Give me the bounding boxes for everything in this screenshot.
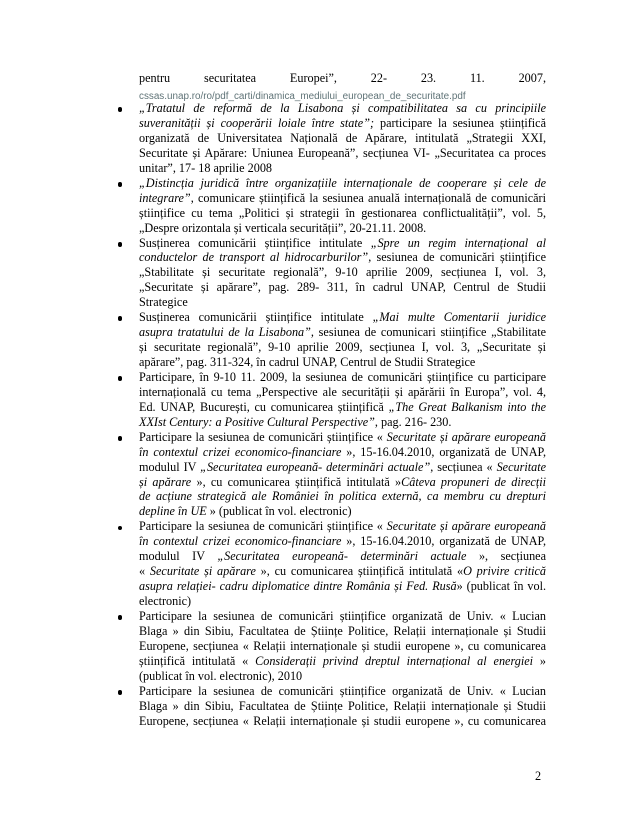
italic-text-run: „Spre un regim internațional al xyxy=(370,235,546,250)
italic-text-run: în contextul crizei economico-financiare xyxy=(139,444,342,459)
text-line xyxy=(139,280,546,295)
text-line xyxy=(139,146,546,161)
list-item xyxy=(139,370,546,430)
text-line xyxy=(139,460,546,475)
italic-text-run: „The Great Balkanism into the xyxy=(388,399,546,414)
list-item xyxy=(139,430,546,520)
italic-text-run: Securitate și apărare xyxy=(149,564,256,579)
text-run: Europene, secțiunea « Relații internaționale și studii europene », cu comunicarea xyxy=(139,638,546,653)
bullet-icon xyxy=(118,615,123,620)
text-run: Blaga » din Sibiu, Facultatea de Științe Politice, Relații internaționale și Studii xyxy=(139,698,546,713)
list-item xyxy=(139,236,546,311)
link-line xyxy=(139,86,546,101)
text-run: apărare”, pag. 311-324, în cadrul UNAP, Centrul de Studii Strategice xyxy=(139,355,476,369)
text-run: Susținerea comunicării științifice intitulate xyxy=(139,235,371,250)
text-run: , sesiunea de comunicări științifice xyxy=(368,250,546,265)
text-line xyxy=(139,609,546,624)
text-line xyxy=(139,310,546,325)
italic-text-run: Securitate xyxy=(496,459,546,474)
text-column xyxy=(139,71,546,728)
text-line xyxy=(139,325,546,340)
text-line xyxy=(139,221,546,236)
text-line xyxy=(139,385,546,400)
bullet-icon xyxy=(118,242,123,247)
text-line xyxy=(139,549,546,564)
text-run: Participare la sesiunea de comunicări științifice « xyxy=(139,429,387,444)
text-run: , pag. 216- 230. xyxy=(374,414,452,429)
text-run: modulul IV xyxy=(139,549,218,564)
italic-text-run: integrare” xyxy=(139,190,191,205)
text-run: științifice cu tema „Politici și strategii în gestionarea conflictualității”, vol. 5, xyxy=(139,205,546,220)
text-line xyxy=(139,191,546,206)
text-line xyxy=(139,654,546,669)
source-link[interactable]: cssas.unap.ro/ro/pdf_carti/dinamica_mediului_european_de_securitate.pdf xyxy=(139,90,466,102)
italic-text-run: conductelor de transport al hidrocarburilor” xyxy=(139,250,369,265)
text-line xyxy=(139,489,546,504)
text-line xyxy=(139,101,546,116)
text-line xyxy=(139,445,546,460)
italic-text-run: O privire critică xyxy=(463,564,547,579)
text-line xyxy=(139,624,546,639)
text-run: », cu comunicarea științifică intitulată « xyxy=(255,564,464,579)
italic-text-run: Securitate și apărare europeană xyxy=(386,429,546,444)
text-run: Blaga » din Sibiu, Facultatea de Științe Politice, Relații internaționale și Studii xyxy=(139,623,546,638)
text-line xyxy=(139,295,546,310)
italic-text-run: „Securitatea europeană- determinări actuale xyxy=(217,549,467,564)
text-run: » (publicat în vol. electronic) xyxy=(206,504,352,519)
list-item xyxy=(139,684,546,729)
page-number: 2 xyxy=(535,769,542,784)
text-run: organizată de Universitatea Națională de Apărare, intitulată „Strategii XXI, xyxy=(139,130,546,145)
list-item xyxy=(139,609,546,684)
text-line xyxy=(139,684,546,699)
text-run: », cu comunicarea științifică intitulată » xyxy=(191,474,402,489)
text-line xyxy=(139,176,546,191)
text-line xyxy=(139,669,546,684)
bullet-icon xyxy=(118,690,123,695)
text-line xyxy=(139,131,546,146)
list-item xyxy=(139,310,546,370)
text-line xyxy=(139,579,546,594)
bullet-icon xyxy=(118,526,123,531)
bullet-icon xyxy=(118,316,123,321)
text-line xyxy=(139,250,546,265)
text-run: electronic) xyxy=(139,594,192,608)
italic-text-run: „Mai multe Comentarii juridice xyxy=(372,310,547,325)
text-run: , secțiunea « xyxy=(430,459,497,474)
text-run: » (publicat în vol. xyxy=(456,579,546,594)
text-line xyxy=(139,699,546,714)
text-line xyxy=(139,415,546,430)
text-line xyxy=(139,236,546,251)
text-run: », secțiunea xyxy=(466,549,546,564)
text-run: (publicat în vol. electronic), 2010 xyxy=(139,668,303,683)
text-run: Europene, secțiunea « Relații internaționale și studii europene », cu comunicarea xyxy=(139,713,546,728)
italic-text-run: de acțiune strategică ale României în politica externă, ca membru cu drepturi xyxy=(139,489,546,504)
text-run: pentru securitatea Europei”, 22- 23. 11. 2007, xyxy=(139,71,546,86)
text-run: » xyxy=(533,653,546,668)
text-run: Securitate și Apărare: Uniunea Europeană”, secțiunea VI- „Securitatea ca proces xyxy=(139,145,546,160)
text-run: Participare la sesiunea de comunicări științifice organizată de Univ. « Lucian xyxy=(139,683,546,698)
text-run: „Despre orizontala și verticala securității”, 20-21.11. 2008. xyxy=(139,220,427,235)
italic-text-run: Considerații privind dreptul internațional al energiei xyxy=(255,653,534,668)
text-line xyxy=(139,370,546,385)
text-run: modulul IV xyxy=(139,459,201,474)
bullet-icon xyxy=(118,436,123,441)
continuation-line xyxy=(139,71,546,86)
list-item xyxy=(139,101,546,176)
text-line xyxy=(139,355,546,370)
italic-text-run: în contextul crizei economico-financiare xyxy=(139,534,342,549)
text-line xyxy=(139,161,546,176)
italic-text-run: Securitate și apărare europeană xyxy=(386,519,546,534)
text-line xyxy=(139,534,546,549)
italic-text-run: asupra tratatului de la Lisabona”, xyxy=(139,325,314,340)
text-line xyxy=(139,714,546,729)
italic-text-run: „Securitatea europeană- determinări actuale” xyxy=(200,459,431,474)
text-run: », 15-16.04.2010, organizată de UNAP, xyxy=(341,444,547,459)
italic-text-run: suveranității și cooperării loiale între state”; xyxy=(139,116,375,130)
text-line xyxy=(139,400,546,415)
text-run: « xyxy=(139,564,150,579)
text-run: științifică intitulată « xyxy=(139,653,256,668)
text-line xyxy=(139,340,546,355)
text-run: , comunicare științifică la sesiunea anuală internațională de comunicări xyxy=(190,190,546,205)
text-run: Ed. UNAP, București, cu comunicarea științifică xyxy=(139,399,389,414)
text-line xyxy=(139,265,546,280)
list-item xyxy=(139,176,546,236)
text-run: participare la sesiunea științifică xyxy=(374,116,546,130)
text-run: internațională cu tema „Perspective ale securității și apărării în Europa”, vol. 4, xyxy=(139,384,546,399)
text-line xyxy=(139,594,546,609)
bullet-icon xyxy=(118,107,123,112)
text-line xyxy=(139,430,546,445)
text-line xyxy=(139,639,546,654)
text-run: Susținerea comunicării științifice intitulate xyxy=(139,310,373,325)
text-line xyxy=(139,475,546,490)
bullet-icon xyxy=(118,182,123,187)
text-line xyxy=(139,564,546,579)
text-line xyxy=(139,504,546,519)
text-run: „Stabilitate și securitate regională”, 9-10 aprilie 2009, secțiunea I, vol. 3, xyxy=(139,265,546,280)
text-run: », 15-16.04.2010, organizată de UNAP, xyxy=(341,534,547,549)
italic-text-run: Câteva propuneri de direcții xyxy=(401,474,546,489)
italic-text-run: și apărare xyxy=(139,474,192,489)
text-run: Strategice xyxy=(139,295,188,310)
bullet-list xyxy=(139,101,546,728)
text-line xyxy=(139,519,546,534)
text-run: și securitate regională”, 9-10 aprilie 2009, secțiunea I, vol. 3, „Securitate și xyxy=(139,340,546,355)
text-run: sesiunea de comunicari stiințifice „Stabilitate xyxy=(313,325,547,340)
text-run: „Securitate și apărare”, pag. 289- 311, în cadrul UNAP, Centrul de Studii xyxy=(139,280,546,295)
italic-text-run: depline în UE xyxy=(139,504,207,519)
text-run: Participare, în 9-10 11. 2009, la sesiunea de comunicări științifice cu participare xyxy=(139,369,546,384)
italic-text-run: asupra relației- cadru diplomatice dintre România și Fed. Rusă xyxy=(139,579,457,594)
text-line xyxy=(139,206,546,221)
text-run: Participare la sesiunea de comunicări științifice organizată de Univ. « Lucian xyxy=(139,608,546,623)
list-item xyxy=(139,519,546,609)
text-run: Participare la sesiunea de comunicări științifice « xyxy=(139,519,387,534)
bullet-icon xyxy=(118,376,123,381)
italic-text-run: „Distincția juridică între organizațiile internaționale de cooperare și cele de xyxy=(139,175,546,190)
italic-text-run: „Tratatul de reformă de la Lisabona și compatibilitatea sa cu principiile xyxy=(139,101,546,116)
italic-text-run: XXIst Century: a Positive Cultural Perspective” xyxy=(139,414,375,429)
text-run: unitar”, 17- 18 aprilie 2008 xyxy=(139,160,273,175)
text-line xyxy=(139,116,546,131)
